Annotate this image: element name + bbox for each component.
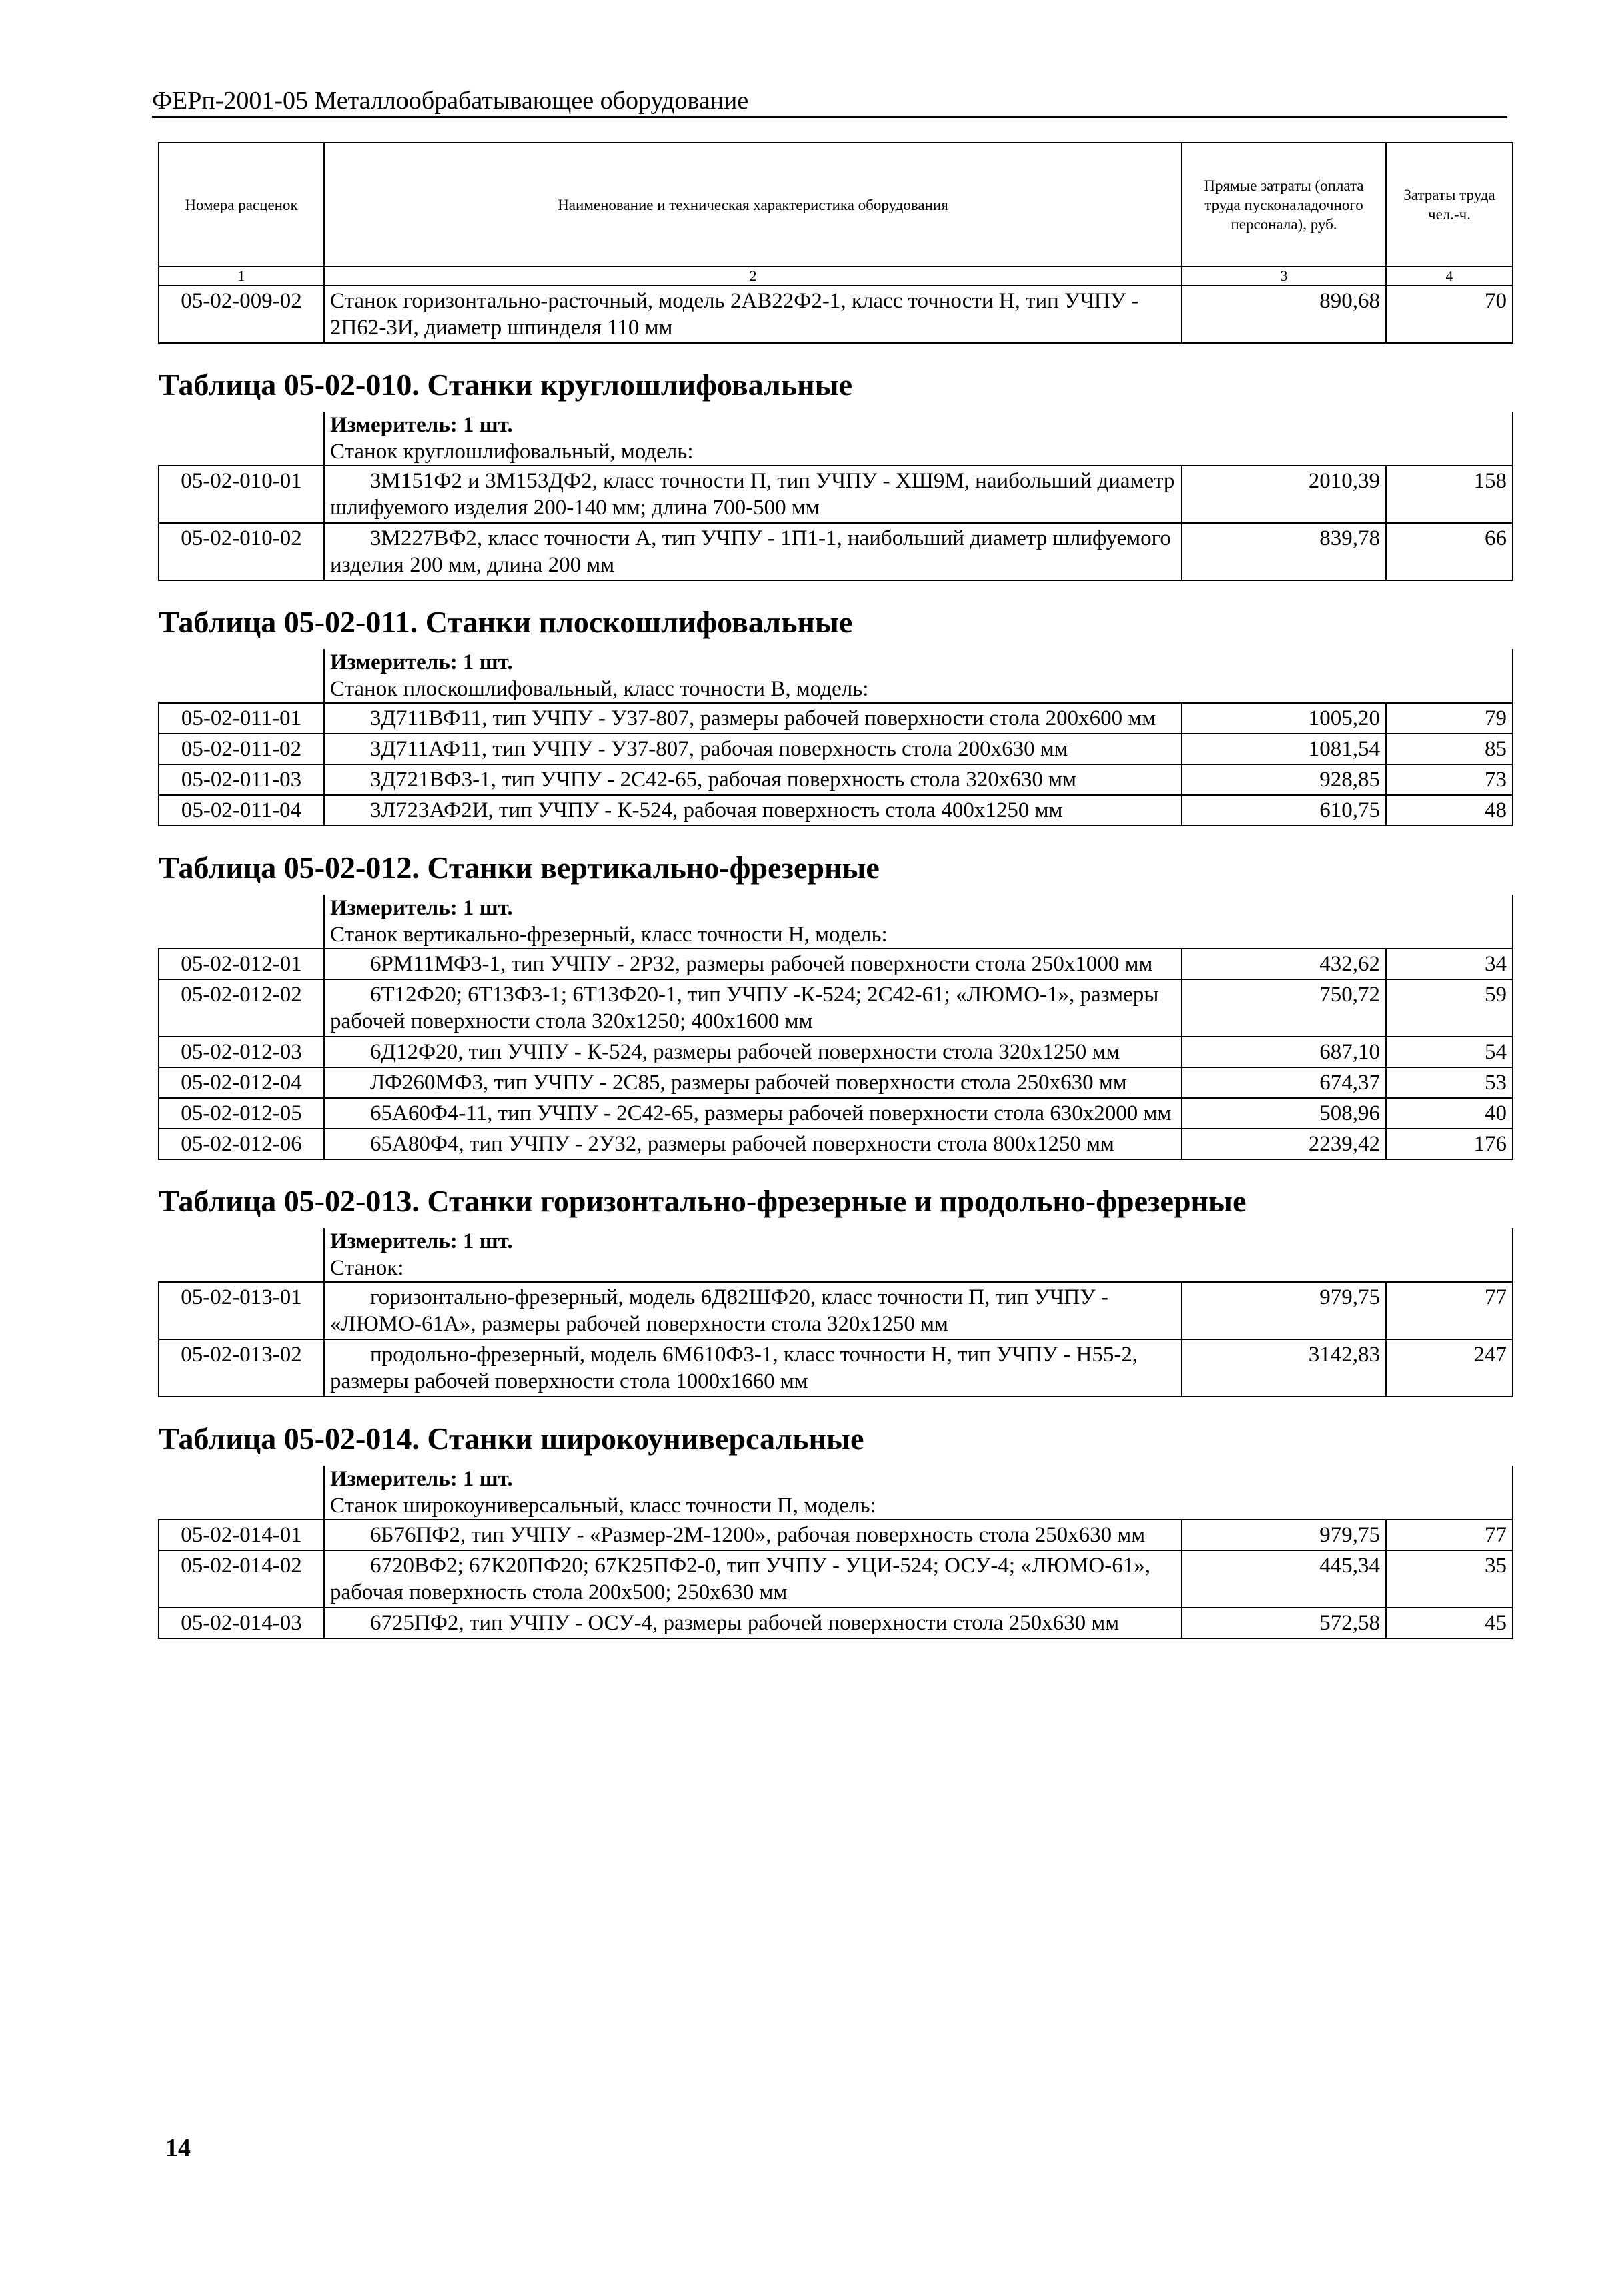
table-row	[159, 1339, 1513, 1397]
equipment-description-text: 65А80Ф4, тип УЧПУ - 2У32, размеры рабочей поверхности стола 800х1250 мм	[370, 1132, 1114, 1156]
rate-code: 05-02-012-01	[159, 949, 324, 979]
group-label: Станок:	[324, 1255, 1182, 1282]
labor-cost: 85	[1386, 734, 1513, 764]
table-row	[159, 734, 1513, 764]
equipment-description	[324, 764, 1182, 795]
labor-cost: 77	[1386, 1520, 1513, 1550]
equipment-description-text: горизонтально-фрезерный, модель 6Д82ШФ20, класс точности П, тип УЧПУ - «ЛЮМО-61А», размеры рабочей поверхности стола 320х1250 мм	[330, 1285, 1108, 1336]
section-title: Таблица 05-02-012. Станки вертикально-фрезерные	[159, 850, 880, 885]
group-spacer	[159, 1255, 324, 1282]
section-title-row	[159, 1159, 1513, 1228]
rate-code: 05-02-011-01	[159, 703, 324, 734]
column-header-description: Наименование и техническая характеристика оборудования	[324, 143, 1182, 267]
meter-spacer	[1182, 649, 1386, 676]
group-spacer	[1182, 676, 1386, 703]
labor-cost: 77	[1386, 1282, 1513, 1339]
equipment-description	[324, 466, 1182, 523]
price-table	[158, 142, 1513, 1639]
equipment-description-text: 3Д711ВФ11, тип УЧПУ - У37-807, размеры рабочей поверхности стола 200х600 мм	[370, 706, 1156, 730]
column-header-direct-costs: Прямые затраты (оплата труда пусконаладочного персонала), руб.	[1182, 143, 1386, 267]
meter-spacer	[159, 1466, 324, 1492]
meter-spacer	[1386, 1228, 1513, 1255]
direct-cost: 2239,42	[1182, 1129, 1386, 1159]
group-row	[159, 921, 1513, 949]
meter-spacer	[1386, 895, 1513, 921]
table-row	[159, 1608, 1513, 1638]
direct-cost: 508,96	[1182, 1098, 1386, 1129]
equipment-description-text: ЛФ260МФ3, тип УЧПУ - 2С85, размеры рабочей поверхности стола 250х630 мм	[370, 1071, 1127, 1095]
group-spacer	[1182, 1492, 1386, 1520]
direct-cost: 572,58	[1182, 1608, 1386, 1638]
meter-row	[159, 412, 1513, 438]
rate-code: 05-02-012-02	[159, 979, 324, 1037]
direct-cost: 445,34	[1182, 1550, 1386, 1608]
meter-spacer	[1386, 1466, 1513, 1492]
direct-cost: 890,68	[1182, 285, 1386, 343]
rate-code: 05-02-013-01	[159, 1282, 324, 1339]
equipment-description	[324, 1520, 1182, 1550]
table-row	[159, 1282, 1513, 1339]
group-row	[159, 1255, 1513, 1282]
rate-code: 05-02-010-02	[159, 523, 324, 580]
equipment-description	[324, 1129, 1182, 1159]
labor-cost: 34	[1386, 949, 1513, 979]
rate-code: 05-02-011-02	[159, 734, 324, 764]
column-number: 2	[324, 267, 1182, 285]
equipment-description	[324, 795, 1182, 826]
labor-cost: 48	[1386, 795, 1513, 826]
equipment-description-text: 6РМ11МФ3-1, тип УЧПУ - 2Р32, размеры рабочей поверхности стола 250х1000 мм	[370, 952, 1153, 976]
table-row	[159, 949, 1513, 979]
meter-label: Измеритель: 1 шт.	[324, 1466, 1182, 1492]
table-body	[159, 285, 1513, 1638]
column-header-row	[159, 143, 1513, 267]
labor-cost: 70	[1386, 285, 1513, 343]
labor-cost: 79	[1386, 703, 1513, 734]
meter-spacer	[159, 649, 324, 676]
direct-cost: 839,78	[1182, 523, 1386, 580]
meter-spacer	[159, 895, 324, 921]
column-number: 1	[159, 267, 324, 285]
direct-cost: 432,62	[1182, 949, 1386, 979]
equipment-description-text: 6Д12Ф20, тип УЧПУ - К-524, размеры рабочей поверхности стола 320х1250 мм	[370, 1040, 1120, 1064]
equipment-description	[324, 1067, 1182, 1098]
labor-cost: 176	[1386, 1129, 1513, 1159]
direct-cost: 3142,83	[1182, 1339, 1386, 1397]
meter-label: Измеритель: 1 шт.	[324, 895, 1182, 921]
group-row	[159, 438, 1513, 466]
direct-cost: 1005,20	[1182, 703, 1386, 734]
direct-cost: 610,75	[1182, 795, 1386, 826]
table-row	[159, 1550, 1513, 1608]
rate-code: 05-02-014-01	[159, 1520, 324, 1550]
labor-cost: 66	[1386, 523, 1513, 580]
labor-cost: 45	[1386, 1608, 1513, 1638]
labor-cost: 40	[1386, 1098, 1513, 1129]
rate-code: 05-02-011-03	[159, 764, 324, 795]
labor-cost: 54	[1386, 1037, 1513, 1067]
meter-spacer	[159, 1228, 324, 1255]
meter-spacer	[1182, 1466, 1386, 1492]
rate-code: 05-02-009-02	[159, 285, 324, 343]
group-spacer	[1386, 1255, 1513, 1282]
direct-cost: 1081,54	[1182, 734, 1386, 764]
group-spacer	[159, 438, 324, 466]
rate-code: 05-02-012-03	[159, 1037, 324, 1067]
group-spacer	[1386, 921, 1513, 949]
equipment-description	[324, 1037, 1182, 1067]
equipment-description-text: 6720ВФ2; 67К20ПФ20; 67К25ПФ2-0, тип УЧПУ - УЦИ-524; ОСУ-4; «ЛЮМО-61», рабочая поверхность стола 200х500; 250х630 мм	[330, 1554, 1150, 1604]
group-row	[159, 1492, 1513, 1520]
rate-code: 05-02-014-03	[159, 1608, 324, 1638]
section-title: Таблица 05-02-010. Станки круглошлифовальные	[159, 368, 853, 402]
equipment-description-text: 6725ПФ2, тип УЧПУ - ОСУ-4, размеры рабочей поверхности стола 250х630 мм	[370, 1611, 1120, 1635]
labor-cost: 59	[1386, 979, 1513, 1037]
group-row	[159, 676, 1513, 703]
labor-cost: 53	[1386, 1067, 1513, 1098]
group-spacer	[1182, 438, 1386, 466]
section-title-row	[159, 1397, 1513, 1466]
section-title-row	[159, 826, 1513, 895]
equipment-description	[324, 1339, 1182, 1397]
table-row	[159, 1098, 1513, 1129]
equipment-description	[324, 949, 1182, 979]
direct-cost: 750,72	[1182, 979, 1386, 1037]
page-header: ФЕРп-2001-05 Металлообрабатывающее оборудование	[152, 85, 1507, 118]
equipment-description-text: 6Т12Ф20; 6Т13Ф3-1; 6Т13Ф20-1, тип УЧПУ -К-524; 2С42-61; «ЛЮМО-1», размеры рабочей поверхности стола 320х1250; 400х1600 мм	[330, 983, 1159, 1033]
labor-cost: 73	[1386, 764, 1513, 795]
section-title-row	[159, 580, 1513, 649]
direct-cost: 687,10	[1182, 1037, 1386, 1067]
equipment-description: Станок горизонтально-расточный, модель 2АВ22Ф2-1, класс точности Н, тип УЧПУ - 2П62-3И, диаметр шпинделя 110 мм	[324, 285, 1182, 343]
equipment-description	[324, 979, 1182, 1037]
meter-row	[159, 895, 1513, 921]
equipment-description-text: 3Д721ВФ3-1, тип УЧПУ - 2С42-65, рабочая поверхность стола 320х630 мм	[370, 768, 1076, 792]
rate-code: 05-02-012-04	[159, 1067, 324, 1098]
meter-spacer	[1182, 412, 1386, 438]
equipment-description	[324, 1098, 1182, 1129]
group-label: Станок плоскошлифовальный, класс точности В, модель:	[324, 676, 1182, 703]
meter-row	[159, 649, 1513, 676]
meter-spacer	[1386, 649, 1513, 676]
group-spacer	[159, 1492, 324, 1520]
group-spacer	[1182, 921, 1386, 949]
direct-cost: 674,37	[1182, 1067, 1386, 1098]
equipment-description-text: продольно-фрезерный, модель 6М610Ф3-1, класс точности Н, тип УЧПУ - Н55-2, размеры рабочей поверхности стола 1000х1660 мм	[330, 1343, 1138, 1393]
table-row	[159, 285, 1513, 343]
meter-spacer	[1386, 412, 1513, 438]
table-row	[159, 1129, 1513, 1159]
equipment-description-text: 3М151Ф2 и 3М153ДФ2, класс точности П, тип УЧПУ - ХШ9М, наибольший диаметр шлифуемого изделия 200-140 мм; длина 700-500 мм	[330, 469, 1175, 520]
meter-label: Измеритель: 1 шт.	[324, 649, 1182, 676]
table-row	[159, 795, 1513, 826]
group-spacer	[1386, 676, 1513, 703]
table-row	[159, 1520, 1513, 1550]
group-label: Станок широкоуниверсальный, класс точности П, модель:	[324, 1492, 1182, 1520]
column-number: 3	[1182, 267, 1386, 285]
direct-cost: 979,75	[1182, 1282, 1386, 1339]
group-spacer	[1386, 1492, 1513, 1520]
group-spacer	[159, 921, 324, 949]
rate-code: 05-02-012-06	[159, 1129, 324, 1159]
meter-spacer	[1182, 1228, 1386, 1255]
equipment-description-text: 65А60Ф4-11, тип УЧПУ - 2С42-65, размеры рабочей поверхности стола 630х2000 мм	[370, 1101, 1172, 1125]
direct-cost: 979,75	[1182, 1520, 1386, 1550]
meter-row	[159, 1466, 1513, 1492]
table-row	[159, 1067, 1513, 1098]
equipment-description	[324, 734, 1182, 764]
table-row	[159, 979, 1513, 1037]
rate-code: 05-02-010-01	[159, 466, 324, 523]
table-row	[159, 703, 1513, 734]
labor-cost: 35	[1386, 1550, 1513, 1608]
section-title: Таблица 05-02-011. Станки плоскошлифовальные	[159, 605, 853, 639]
equipment-description	[324, 1550, 1182, 1608]
rate-code: 05-02-012-05	[159, 1098, 324, 1129]
page-number: 14	[165, 2134, 191, 2162]
group-label: Станок круглошлифовальный, модель:	[324, 438, 1182, 466]
table-row	[159, 1037, 1513, 1067]
group-label: Станок вертикально-фрезерный, класс точности Н, модель:	[324, 921, 1182, 949]
table-row	[159, 466, 1513, 523]
equipment-description	[324, 1282, 1182, 1339]
section-title: Таблица 05-02-013. Станки горизонтально-фрезерные и продольно-фрезерные	[159, 1184, 1247, 1218]
section-title: Таблица 05-02-014. Станки широкоуниверсальные	[159, 1421, 864, 1456]
column-number: 4	[1386, 267, 1513, 285]
column-header-codes: Номера расценок	[159, 143, 324, 267]
meter-spacer	[1182, 895, 1386, 921]
equipment-description	[324, 703, 1182, 734]
group-spacer	[1386, 438, 1513, 466]
labor-cost: 158	[1386, 466, 1513, 523]
group-spacer	[159, 676, 324, 703]
column-header-labor: Затраты труда чел.-ч.	[1386, 143, 1513, 267]
equipment-description	[324, 523, 1182, 580]
section-title-row	[159, 343, 1513, 412]
direct-cost: 2010,39	[1182, 466, 1386, 523]
labor-cost: 247	[1386, 1339, 1513, 1397]
equipment-description-text: 3Л723АФ2И, тип УЧПУ - К-524, рабочая поверхность стола 400х1250 мм	[370, 798, 1063, 822]
equipment-description	[324, 1608, 1182, 1638]
price-table-document	[158, 142, 1512, 1639]
table-row	[159, 764, 1513, 795]
table-row	[159, 523, 1513, 580]
column-number-row	[159, 267, 1513, 285]
rate-code: 05-02-011-04	[159, 795, 324, 826]
equipment-description-text: 3М227ВФ2, класс точности А, тип УЧПУ - 1П1-1, наибольший диаметр шлифуемого изделия 200 мм, длина 200 мм	[330, 526, 1171, 577]
rate-code: 05-02-014-02	[159, 1550, 324, 1608]
meter-spacer	[159, 412, 324, 438]
meter-label: Измеритель: 1 шт.	[324, 412, 1182, 438]
group-spacer	[1182, 1255, 1386, 1282]
equipment-description-text: 6Б76ПФ2, тип УЧПУ - «Размер-2М-1200», рабочая поверхность стола 250х630 мм	[370, 1523, 1146, 1547]
rate-code: 05-02-013-02	[159, 1339, 324, 1397]
meter-label: Измеритель: 1 шт.	[324, 1228, 1182, 1255]
meter-row	[159, 1228, 1513, 1255]
direct-cost: 928,85	[1182, 764, 1386, 795]
equipment-description-text: 3Д711АФ11, тип УЧПУ - У37-807, рабочая поверхность стола 200х630 мм	[370, 737, 1068, 761]
